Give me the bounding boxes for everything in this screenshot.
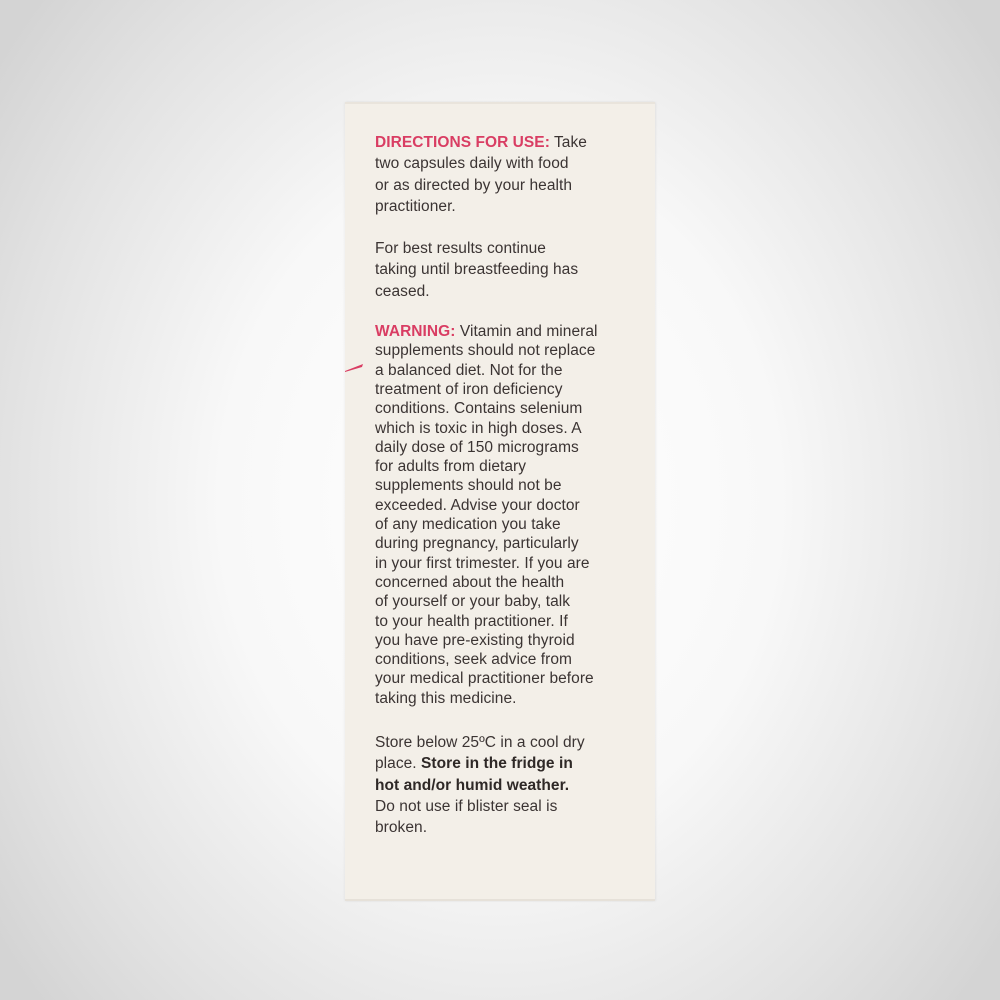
warning-line: conditions. Contains selenium [375,400,583,418]
directions-line [375,132,645,153]
warning-line: daily dose of 150 micrograms [375,438,579,456]
box-top-edge [345,102,655,104]
warning-line: in your first trimester. If you are [375,554,590,572]
warning-section [375,322,645,708]
warning-heading: WARNING: [375,323,456,341]
best-results-line: taking until breastfeeding has [375,261,579,279]
warning-line: taking this medicine. [375,689,517,707]
warning-line: of any medication you take [375,516,561,534]
warning-line: exceeded. Advise your doctor [375,496,580,514]
box-bottom-edge [345,899,655,901]
product-box-side-panel [345,102,655,901]
storage-section [375,732,645,838]
warning-line: a balanced diet. Not for the [375,361,563,379]
storage-fridge-notice: Store in the fridge in [421,755,573,773]
warning-line: supplements should not be [375,477,562,495]
best-results-section [375,238,645,302]
warning-line: for adults from dietary [375,458,527,476]
warning-line [375,322,645,341]
best-results-line: For best results continue [375,240,546,258]
directions-line: or as directed by your health [375,176,573,194]
storage-line: Store below 25ºC in a cool dry [375,734,585,752]
storage-line [375,753,645,774]
warning-line: treatment of iron deficiency [375,380,563,398]
warning-line: to your health practitioner. If [375,612,568,630]
red-swoosh-mark [345,362,363,372]
directions-text: Take [549,134,587,151]
warning-line: you have pre-existing thyroid [375,631,575,649]
directions-section [375,132,645,217]
best-results-line: ceased. [375,282,430,300]
directions-heading: DIRECTIONS FOR USE: [375,134,550,151]
paragraph-gap [375,302,645,322]
storage-text: place. [375,755,422,773]
warning-line: concerned about the health [375,573,565,591]
warning-line: of yourself or your baby, talk [375,593,571,611]
storage-line: broken. [375,819,428,837]
directions-line: two capsules daily with food [375,155,569,173]
warning-text: Vitamin and mineral [455,323,598,341]
warning-line: conditions, seek advice from [375,651,572,669]
directions-line: practitioner. [375,197,456,215]
label-text [375,132,645,839]
warning-line: supplements should not replace [375,342,596,360]
warning-line: during pregnancy, particularly [375,535,579,553]
storage-line: Do not use if blister seal is [375,797,558,815]
warning-line: which is toxic in high doses. A [375,419,582,437]
paragraph-gap [375,708,645,732]
paragraph-gap [375,217,645,238]
storage-humid-notice: hot and/or humid weather. [375,776,570,794]
warning-line: your medical practitioner before [375,670,594,688]
